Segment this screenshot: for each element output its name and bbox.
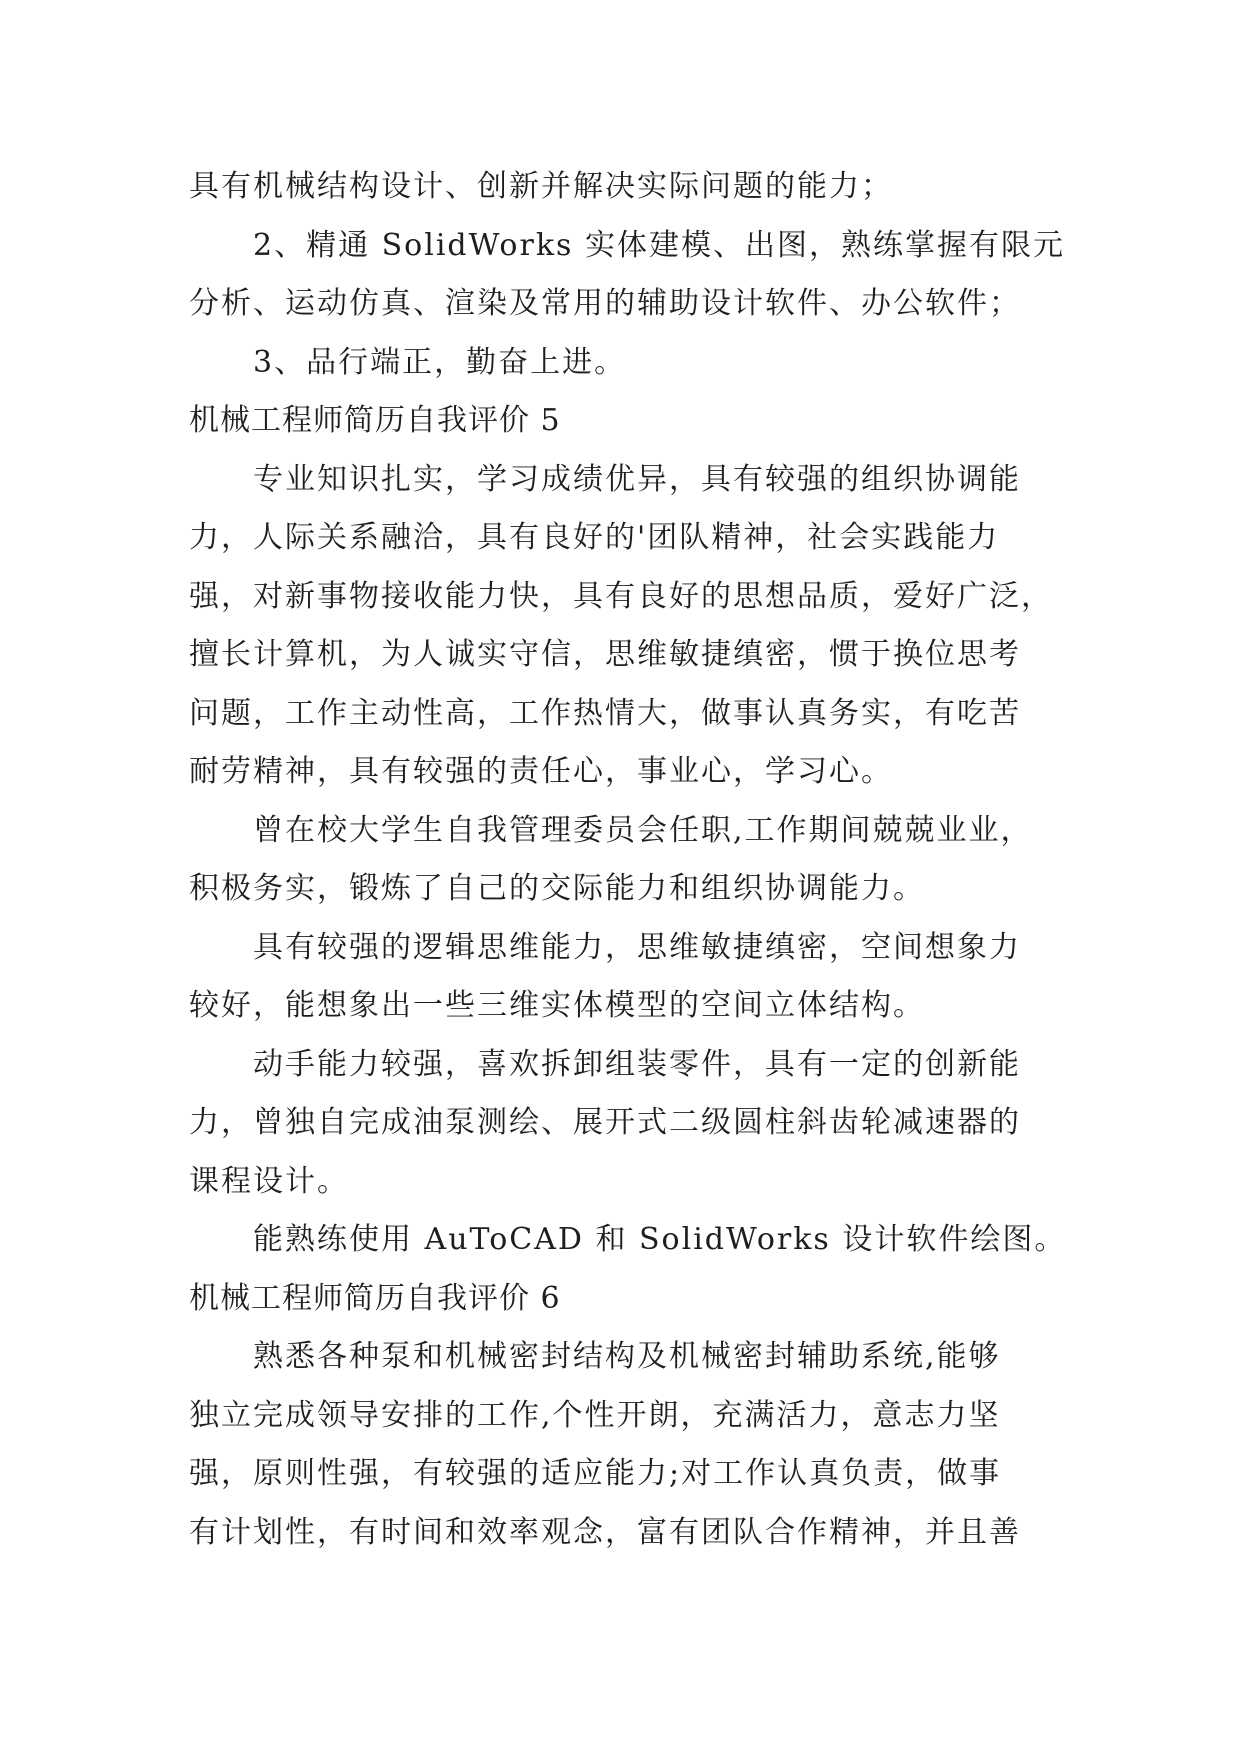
text-line-16: 动手能力较强，喜欢拆卸组装零件，具有一定的创新能 — [253, 1046, 1021, 1082]
text-line-24: 有计划性，有时间和效率观念，富有团队合作精神，并且善 — [189, 1514, 1021, 1550]
text-line-2: 2、精通 SolidWorks 实体建模、出图，熟练掌握有限元 — [253, 227, 1065, 263]
text-line-14: 具有较强的逻辑思维能力，思维敏捷缜密，空间想象力 — [253, 929, 1021, 965]
text-line-8: 强，对新事物接收能力快，具有良好的思想品质，爱好广泛， — [189, 578, 1053, 614]
text-line-7: 力，人际关系融洽，具有良好的'团队精神，社会实践能力 — [189, 520, 1000, 555]
text-line-6: 专业知识扎实，学习成绩优异，具有较强的组织协调能 — [253, 461, 1021, 497]
text-line-9: 擅长计算机，为人诚实守信，思维敏捷缜密，惯于换位思考 — [189, 637, 1021, 672]
text-line-13: 积极务实，锻炼了自己的交际能力和组织协调能力。 — [189, 871, 925, 906]
section-heading-6: 机械工程师简历自我评价 6 — [189, 1280, 561, 1316]
text-line-22: 独立完成领导安排的工作,个性开朗，充满活力，意志力坚 — [189, 1397, 1001, 1433]
text-line-4: 3、品行端正，勤奋上进。 — [253, 344, 627, 380]
text-line-1: 具有机械结构设计、创新并解决实际问题的能力； — [189, 169, 893, 204]
text-line-3: 分析、运动仿真、渲染及常用的辅助设计软件、办公软件； — [189, 286, 1021, 321]
text-line-17: 力，曾独自完成油泵测绘、展开式二级圆柱斜齿轮减速器的 — [189, 1105, 1021, 1140]
text-line-15: 较好，能想象出一些三维实体模型的空间立体结构。 — [189, 988, 925, 1023]
text-line-12: 曾在校大学生自我管理委员会任职,工作期间兢兢业业， — [253, 812, 1033, 848]
text-line-18: 课程设计。 — [189, 1163, 349, 1199]
text-line-19: 能熟练使用 AuToCAD 和 SolidWorks 设计软件绘图。 — [253, 1222, 1067, 1257]
text-line-23: 强，原则性强，有较强的适应能力;对工作认真负责，做事 — [189, 1456, 1002, 1491]
text-line-11: 耐劳精神，具有较强的责任心，事业心，学习心。 — [189, 754, 893, 789]
section-heading-5: 机械工程师简历自我评价 5 — [189, 403, 561, 438]
text-line-21: 熟悉各种泵和机械密封结构及机械密封辅助系统,能够 — [253, 1339, 1001, 1374]
text-line-10: 问题，工作主动性高，工作热情大，做事认真务实，有吃苦 — [189, 695, 1021, 731]
document-body — [189, 158, 1069, 1562]
